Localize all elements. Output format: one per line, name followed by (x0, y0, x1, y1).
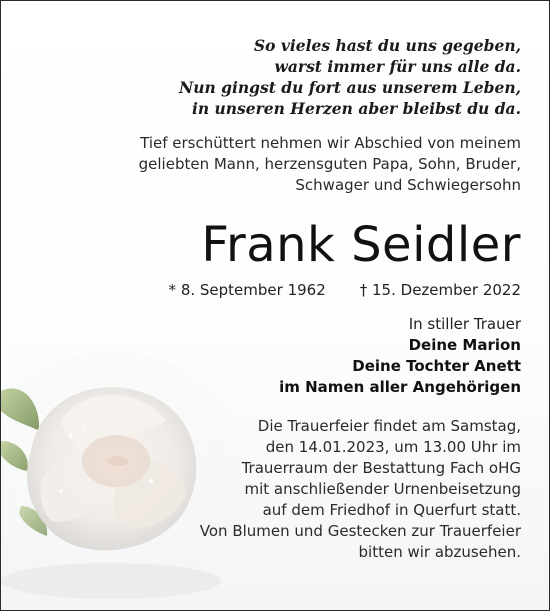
intro-line: geliebten Mann, herzensguten Papa, Sohn, Bruder, (138, 155, 521, 173)
poem-line: Nun gingst du fort aus unserem Leben, (179, 78, 521, 97)
mourner-name: Deine Marion (408, 336, 521, 354)
birth-date: * 8. September 1962 (168, 281, 326, 299)
mourner-name: im Namen aller Angehörigen (279, 378, 521, 396)
poem-line: warst immer für uns alle da. (274, 57, 521, 76)
poem-line: in unseren Herzen aber bleibst du da. (191, 99, 521, 118)
deceased-name: Frank Seidler (201, 217, 521, 273)
intro-line: Tief erschüttert nehmen wir Abschied von meinem (140, 134, 521, 152)
service-line: auf dem Friedhof in Querfurt statt. (262, 501, 521, 519)
service-line: Trauerraum der Bestattung Fach oHG (241, 459, 521, 477)
poem (51, 35, 521, 119)
service-line: mit anschließender Urnenbeisetzung (244, 480, 521, 498)
mourning-line: In stiller Trauer (408, 315, 521, 333)
life-dates (51, 280, 521, 300)
obituary-text (51, 1, 521, 563)
intro-text (51, 133, 521, 196)
intro-line: Schwager und Schwiegersohn (295, 176, 521, 194)
death-date: † 15. Dezember 2022 (359, 281, 521, 299)
poem-line: So vieles hast du uns gegeben, (253, 36, 521, 55)
service-line: Von Blumen und Gestecken zur Trauerfeier (199, 522, 521, 540)
service-line: Die Trauerfeier findet am Samstag, (257, 417, 521, 435)
service-details (51, 416, 521, 563)
service-line: den 14.01.2023, um 13.00 Uhr im (265, 438, 521, 456)
mourner-name: Deine Tochter Anett (352, 357, 521, 375)
service-line: bitten wir abzusehen. (358, 543, 521, 561)
mourners (51, 314, 521, 398)
